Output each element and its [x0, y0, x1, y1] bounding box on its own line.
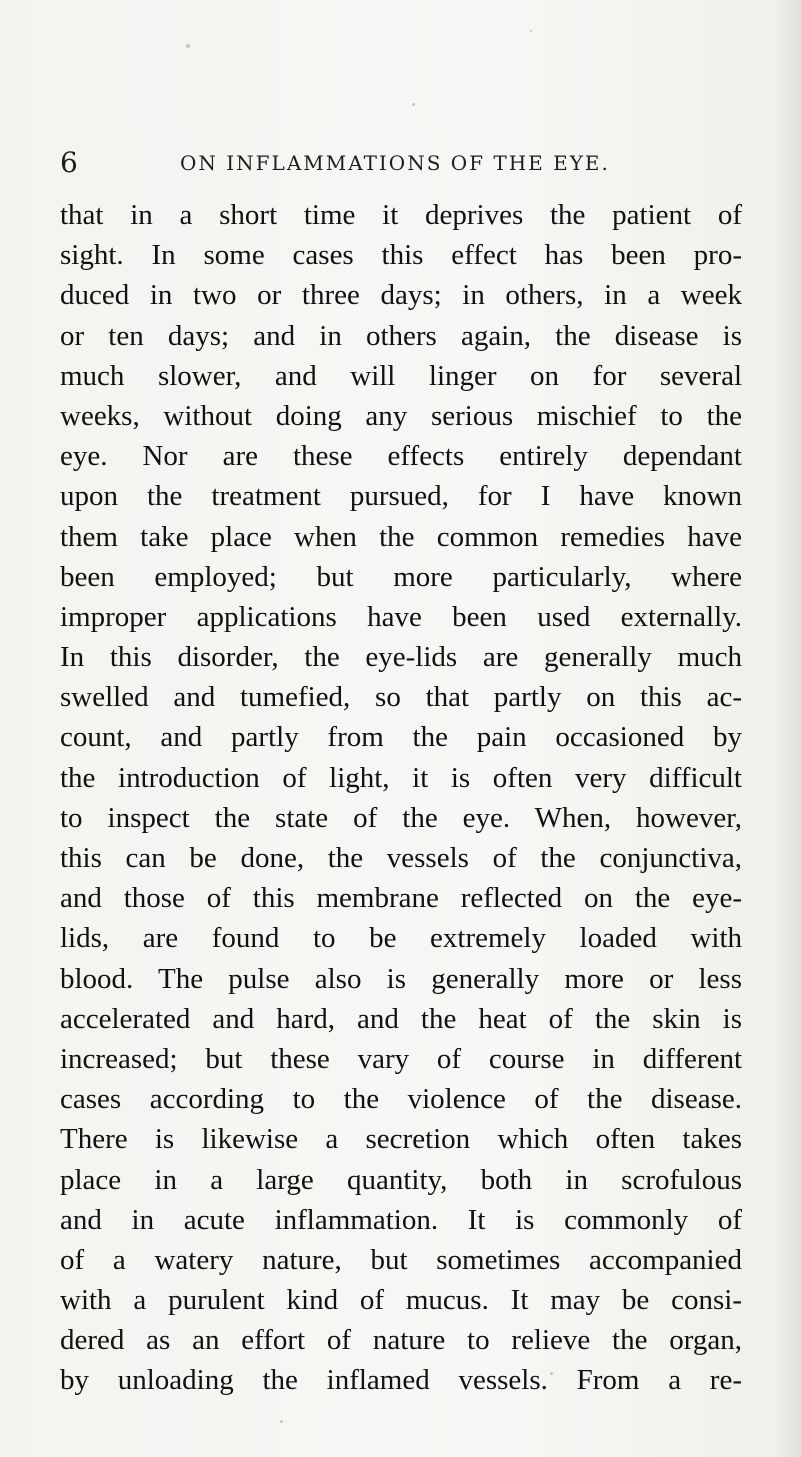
text-line: blood. The pulse also is generally more or less — [60, 962, 742, 995]
text-line: been employed; but more particularly, where — [60, 560, 742, 593]
text-line: In this disorder, the eye-lids are generally much — [60, 641, 742, 674]
page-edge-shadow — [773, 0, 801, 1457]
running-head: ON INFLAMMATIONS OF THE EYE. — [180, 151, 610, 175]
page-number: 6 — [60, 146, 78, 179]
text-line: eye. Nor are these effects entirely dependant — [60, 440, 742, 473]
text-line: this can be done, the vessels of the conjunctiva, — [60, 842, 742, 874]
text-line: or ten days; and in others again, the disease is — [60, 319, 742, 352]
text-line: upon the treatment pursued, for I have known — [60, 480, 742, 513]
text-line: sight. In some cases this effect has been pro- — [60, 239, 742, 272]
paper-speck — [186, 44, 190, 48]
text-line: and those of this membrane reflected on the eye- — [60, 882, 742, 915]
paper-speck — [280, 1420, 283, 1423]
text-line: by unloading the inflamed vessels. From a re- — [60, 1364, 742, 1397]
paper-speck — [530, 30, 532, 32]
text-line: that in a short time it deprives the patient of — [60, 199, 742, 231]
text-line: improper applications have been used externally. — [60, 600, 742, 633]
text-line: count, and partly from the pain occasioned by — [60, 721, 742, 754]
text-line: There is likewise a secretion which often takes — [60, 1123, 742, 1156]
text-line: of a watery nature, but sometimes accompanied — [60, 1243, 742, 1276]
text-line: weeks, without doing any serious mischief to the — [60, 399, 742, 432]
text-line: and in acute inflammation. It is commonly of — [60, 1203, 742, 1236]
text-line: the introduction of light, it is often very difficult — [60, 761, 742, 794]
text-line: lids, are found to be extremely loaded with — [60, 922, 742, 955]
text-line: dered as an effort of nature to relieve the organ, — [60, 1324, 742, 1357]
text-line: duced in two or three days; in others, in a week — [60, 279, 742, 312]
text-line: swelled and tumefied, so that partly on this ac- — [60, 681, 742, 714]
text-line: to inspect the state of the eye. When, however, — [60, 801, 742, 834]
text-line: with a purulent kind of mucus. It may be consi- — [60, 1284, 742, 1317]
paper-speck — [412, 103, 415, 106]
body-text — [60, 195, 742, 1401]
text-line: much slower, and will linger on for several — [60, 359, 742, 392]
page-header — [60, 143, 740, 183]
text-line: accelerated and hard, and the heat of the skin is — [60, 1002, 742, 1035]
text-line: cases according to the violence of the disease. — [60, 1083, 742, 1116]
text-line: increased; but these vary of course in different — [60, 1042, 742, 1075]
text-line: place in a large quantity, both in scrofulous — [60, 1163, 742, 1196]
text-line: them take place when the common remedies have — [60, 520, 742, 553]
